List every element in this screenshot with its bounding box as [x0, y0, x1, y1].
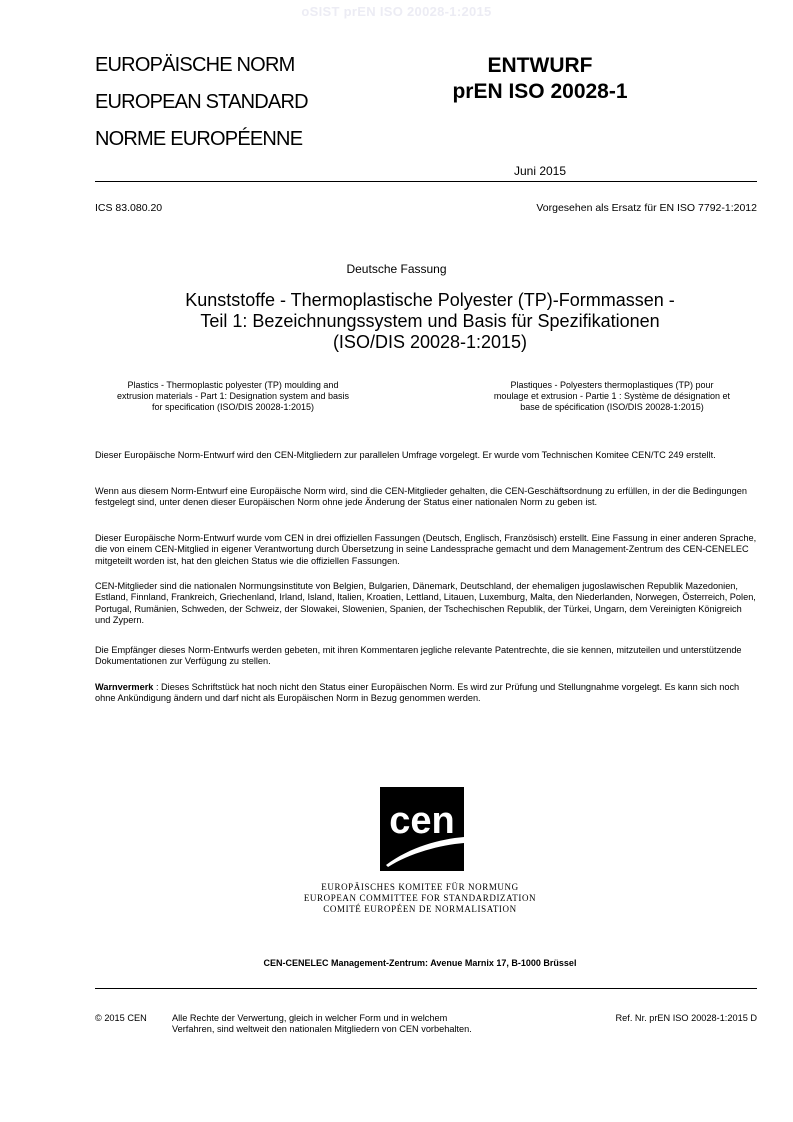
title-line-3: (ISO/DIS 20028-1:2015): [332, 332, 528, 352]
header-divider: [95, 181, 757, 182]
replacement-note: Vorgesehen als Ersatz für EN ISO 7792-1:2012: [536, 202, 757, 214]
cen-address: CEN-CENELEC Management-Zentrum: Avenue Marnix 17, B-1000 Brüssel: [263, 958, 577, 968]
title-french: Plastiques - Polyesters thermoplastiques (TP) pour moulage et extrusion - Partie 1 : Système de désignation et base de spécification (ISO/DIS 20028-1:2015): [493, 380, 731, 412]
paragraph-4: CEN-Mitglieder sind die nationalen Normungsinstitute von Belgien, Bulgarien, Dänemark, Deutschland, der ehemaligen jugoslawischen Republik Mazedonien, Estland, Finnland, Frankreich, Griechenland, Irland, Island, Italien, Kroatien, Lettland, Litauen, Luxemburg, Malta, den Niederlanden, Norwegen, Österreich, Polen, Portugal, Rumänien, Schweden, der Schweiz, der Slowakei, Slowenien, Spanien, der Tschechischen Republik, der Türkei, Ungarn, dem Vereinigten Königreich und Zypern.: [95, 581, 756, 625]
svg-text:cen: cen: [389, 800, 455, 842]
standard-number: prEN ISO 20028-1: [452, 80, 628, 103]
cen-name-fr: COMITÉ EUROPÉEN DE NORMALISATION: [323, 904, 517, 914]
version-label: Deutsche Fassung: [346, 262, 447, 276]
norm-title-de: EUROPÄISCHE NORM: [95, 54, 295, 76]
footer-divider: [95, 988, 757, 989]
paragraph-2: Wenn aus diesem Norm-Entwurf eine Europäische Norm wird, sind die CEN-Mitglieder gehalten, die CEN-Geschäftsordnung zu erfüllen, in der die Bedingungen festgelegt sind, unter denen dieser Europäischen Norm ohne jede Änderung der Status einer nationalen Norm zu geben ist.: [95, 486, 747, 508]
reference-number: Ref. Nr. prEN ISO 20028-1:2015 D: [615, 1013, 757, 1023]
title-line-1: Kunststoffe - Thermoplastische Polyester (TP)-Formmassen -: [185, 290, 675, 310]
watermark: oSIST prEN ISO 20028-1:2015: [301, 4, 492, 19]
title-line-2: Teil 1: Bezeichnungssystem und Basis für Spezifikationen: [200, 311, 660, 331]
cen-name-en: EUROPEAN COMMITTEE FOR STANDARDIZATION: [303, 893, 537, 903]
warning-paragraph: [95, 682, 757, 705]
cen-name-de: EUROPÄISCHES KOMITEE FÜR NORMUNG: [321, 882, 519, 892]
warning-label: Warnvermerk: [95, 682, 154, 692]
paragraph-3: Dieser Europäische Norm-Entwurf wurde vom CEN in drei offiziellen Fassungen (Deutsch, Englisch, Französisch) erstellt. Eine Fassung in einer anderen Sprache, die von einem CEN-Mitglied in eigener Verantwortung durch Übersetzung in seine Landessprache gemacht und dem Management-Zentrum des CEN-CENELEC mitgeteilt worden ist, hat den gleichen Status wie die offiziellen Fassungen.: [95, 533, 757, 566]
cen-logo: [380, 787, 464, 871]
ics-code: ICS 83.080.20: [95, 202, 163, 214]
paragraph-5: Die Empfänger dieses Norm-Entwurfs werden gebeten, mit ihren Kommentaren jegliche relevante Patentrechte, die sie kennen, mitzuteilen und unterstützende Dokumentationen zur Verfügung zu stellen.: [95, 645, 742, 667]
publication-date: Juni 2015: [513, 164, 567, 178]
paragraph-1: Dieser Europäische Norm-Entwurf wird den CEN-Mitgliedern zur parallelen Umfrage vorgelegt. Er wurde vom Technischen Komitee CEN/TC 249 erstellt.: [95, 450, 716, 460]
document-title: [110, 290, 750, 353]
rights-statement: Alle Rechte der Verwertung, gleich in welcher Form und in welchem Verfahren, sind weltweit den nationalen Mitgliedern von CEN vorbehalten.: [172, 1013, 472, 1034]
norm-title-fr: NORME EUROPÉENNE: [95, 128, 303, 150]
draft-status: ENTWURF: [487, 54, 593, 77]
title-english: Plastics - Thermoplastic polyester (TP) moulding and extrusion materials - Part 1: Designation system and basis for specification (ISO/DIS 20028-1:2015): [116, 380, 350, 412]
norm-title-en: EUROPEAN STANDARD: [95, 91, 308, 113]
warning-text: : Dieses Schriftstück hat noch nicht den Status einer Europäischen Norm. Es wird zur Prüfung und Stellungnahme vorgelegt. Es kann sich noch ohne Ankündigung ändern und darf nicht als Europäischen Norm in Bezug genommen werden.: [95, 682, 740, 704]
cen-organization-names: [0, 882, 793, 915]
copyright: © 2015 CEN: [95, 1013, 147, 1023]
